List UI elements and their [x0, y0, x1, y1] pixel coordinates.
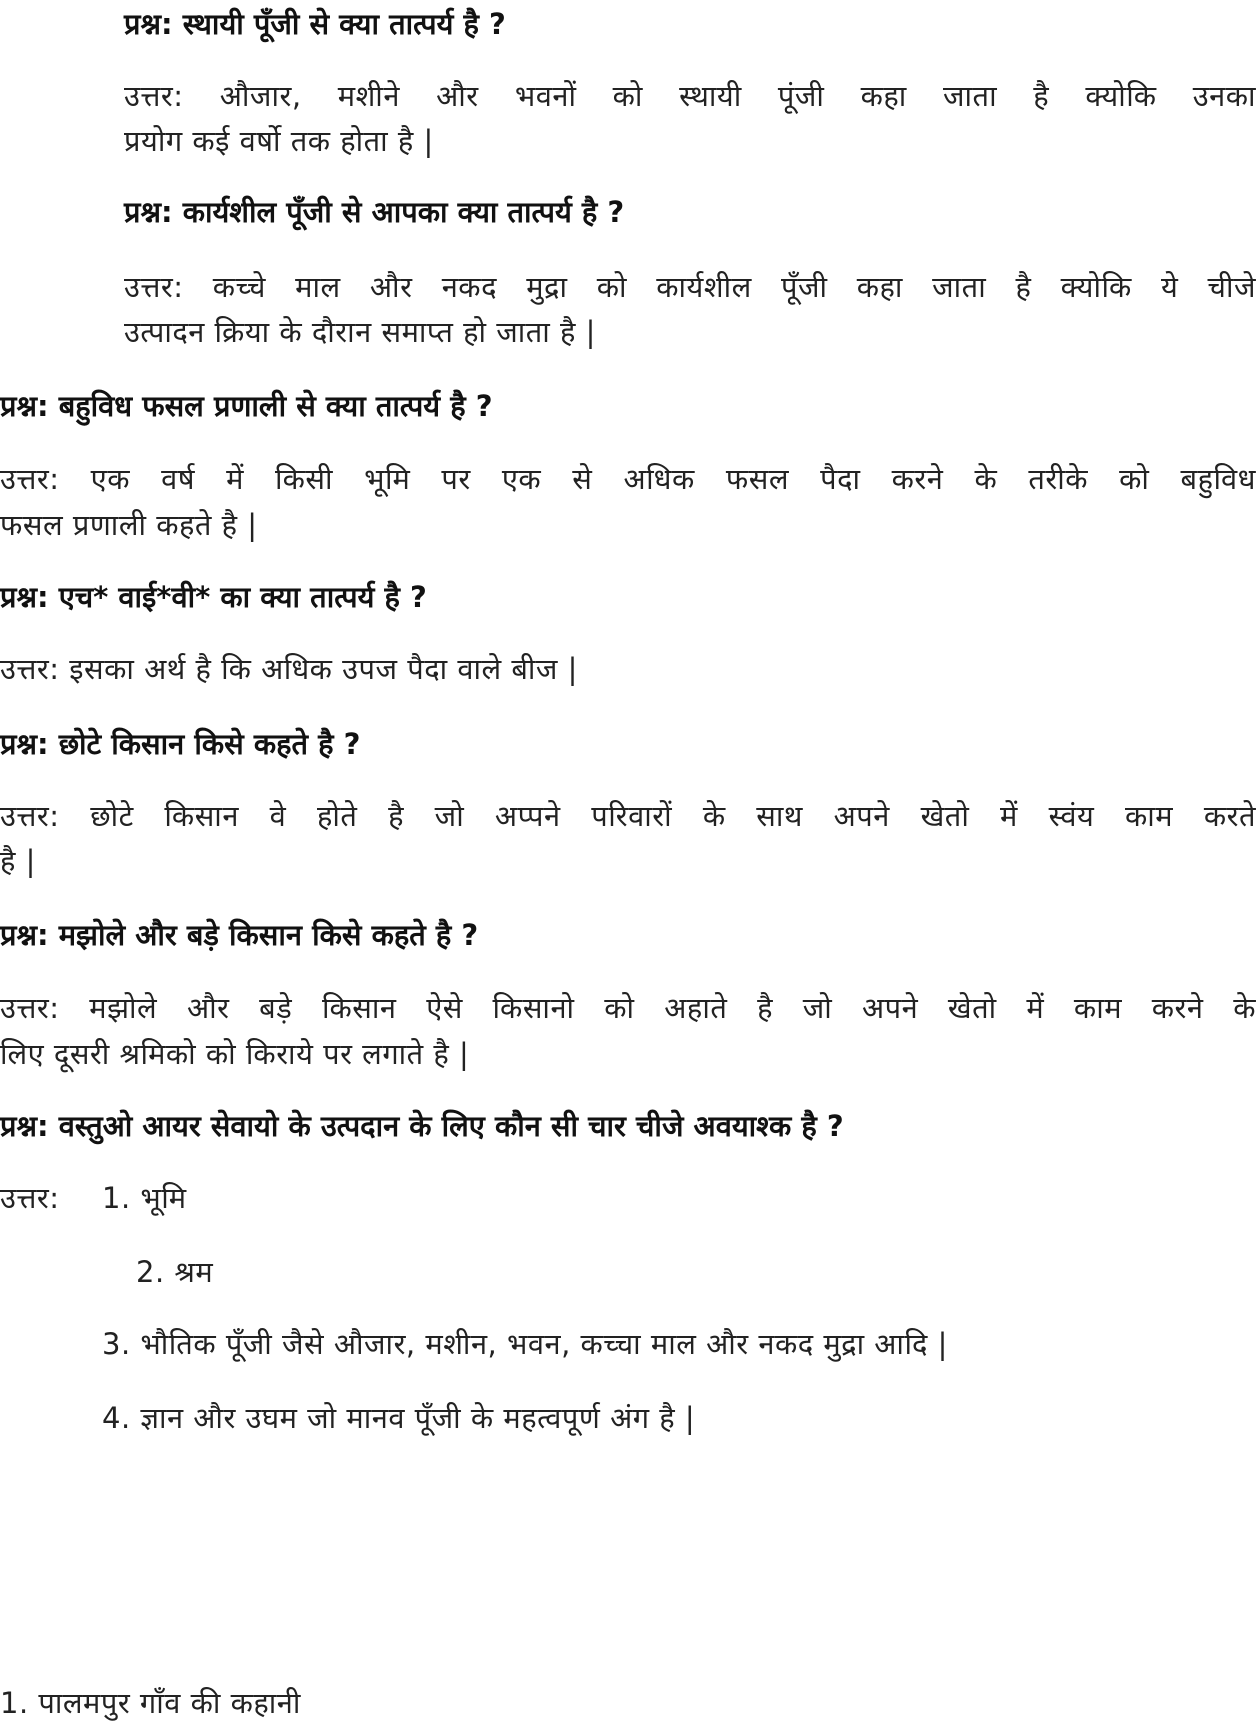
page-footer: 1. पालमपुर गाँव की कहानी [0, 1686, 301, 1720]
answer-line: उत्तर: कच्चे माल और नकद मुद्रा को कार्यशील पूँजी कहा जाता है क्योकि ये चीजे [124, 270, 1256, 304]
question-heading: प्रश्न: एच* वाई*वी* का क्या तात्पर्य है ? [0, 580, 427, 614]
answer-line: उत्तर: छोटे किसान वे होते है जो अप्पने परिवारों के साथ अपने खेतो में स्वंय काम करते [0, 799, 1256, 833]
answer-line: है | [0, 844, 36, 878]
question-heading: प्रश्न: स्थायी पूँजी से क्या तात्पर्य है ? [124, 7, 506, 41]
question-heading: प्रश्न: मझोले और बड़े किसान किसे कहते है ? [0, 918, 479, 952]
question-heading: प्रश्न: बहुविध फसल प्रणाली से क्या तात्पर्य है ? [0, 389, 493, 423]
answer-line: उत्तर: मझोले और बड़े किसान ऐसे किसानो को अहाते है जो अपने खेतो में काम करने के [0, 991, 1256, 1025]
answer-label: उत्तर: [0, 1181, 60, 1215]
answer-line: प्रयोग कई वर्षो तक होता है | [124, 124, 434, 158]
answer-line: उत्तर: औजार, मशीने और भवनों को स्थायी पूंजी कहा जाता है क्योकि उनका [124, 79, 1256, 113]
answer-line: उत्तर: एक वर्ष में किसी भूमि पर एक से अधिक फसल पैदा करने के तरीके को बहुविध [0, 462, 1256, 496]
question-heading: प्रश्न: छोटे किसान किसे कहते है ? [0, 727, 361, 761]
list-item: 1. भूमि [102, 1181, 187, 1215]
list-item: 3. भौतिक पूँजी जैसे औजार, मशीन, भवन, कच्चा माल और नकद मुद्रा आदि | [102, 1327, 948, 1361]
answer-line: लिए दूसरी श्रमिको को किराये पर लगाते है | [0, 1037, 470, 1071]
list-item: 2. श्रम [136, 1255, 214, 1289]
question-heading: प्रश्न: कार्यशील पूँजी से आपका क्या तात्पर्य है ? [124, 195, 625, 229]
answer-line: उत्पादन क्रिया के दौरान समाप्त हो जाता है | [124, 315, 596, 349]
answer-line: फसल प्रणाली कहते है | [0, 508, 258, 542]
question-heading: प्रश्न: वस्तुओ आयर सेवायो के उत्पदान के लिए कौन सी चार चीजे अवयाश्क है ? [0, 1109, 844, 1143]
answer-line: उत्तर: इसका अर्थ है कि अधिक उपज पैदा वाले बीज | [0, 652, 578, 686]
list-item: 4. ज्ञान और उघम जो मानव पूँजी के महत्वपूर्ण अंग है | [102, 1401, 696, 1435]
